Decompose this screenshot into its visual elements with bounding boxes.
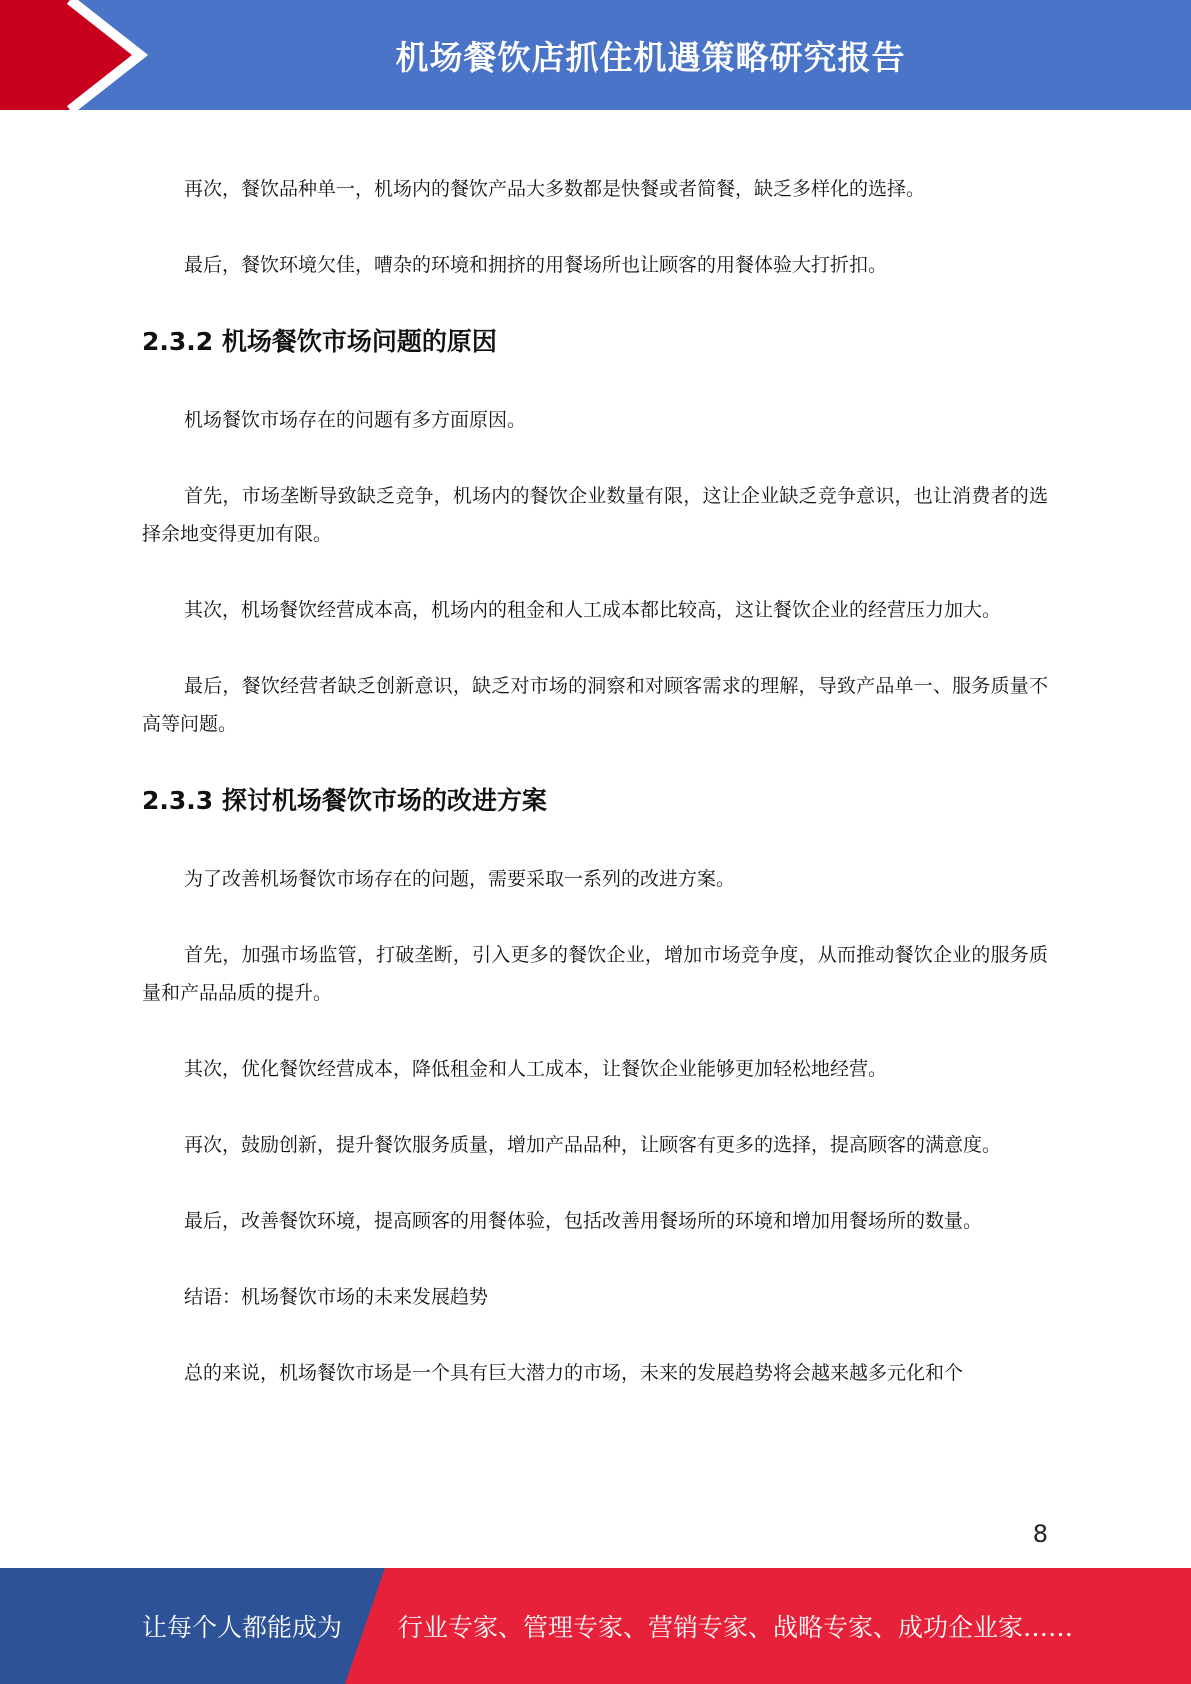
paragraph: 其次，机场餐饮经营成本高，机场内的租金和人工成本都比较高，这让餐饮企业的经营压力加大。 (184, 599, 1002, 621)
conclusion-label: 结语：机场餐饮市场的未来发展趋势 (184, 1286, 489, 1308)
section-heading-2-3-3: 2.3.3 探讨机场餐饮市场的改进方案 (142, 786, 547, 815)
chevron-arrow-icon (0, 0, 160, 110)
paragraph: 机场餐饮市场存在的问题有多方面原因。 (184, 409, 527, 431)
paragraph: 最后，改善餐饮环境，提高顾客的用餐体验，包括改善用餐场所的环境和增加用餐场所的数量。 (184, 1210, 983, 1232)
footer-slogan-left: 让每个人都能成为 (142, 1613, 343, 1642)
paragraph: 为了改善机场餐饮市场存在的问题，需要采取一系列的改进方案。 (184, 868, 736, 890)
footer-slogan-right: 行业专家、管理专家、营销专家、战略专家、成功企业家…… (398, 1613, 1074, 1642)
paragraph: 再次，鼓励创新，提升餐饮服务质量，增加产品品种，让顾客有更多的选择，提高顾客的满意度。 (184, 1134, 1002, 1156)
paragraph: 再次，餐饮品种单一，机场内的餐饮产品大多数都是快餐或者简餐，缺乏多样化的选择。 (184, 178, 926, 200)
section-heading-2-3-2: 2.3.2 机场餐饮市场问题的原因 (142, 327, 497, 356)
report-title: 机场餐饮店抓住机遇策略研究报告 (395, 37, 906, 77)
page-number: 8 (1032, 1520, 1048, 1548)
footer-band (0, 1568, 1191, 1684)
header-band (0, 0, 1191, 110)
paragraph: 其次，优化餐饮经营成本，降低租金和人工成本，让餐饮企业能够更加轻松地经营。 (184, 1058, 888, 1080)
paragraph: 最后，餐饮经营者缺乏创新意识，缺乏对市场的洞察和对顾客需求的理解，导致产品单一、服务质量不高等问题。 (142, 675, 1048, 735)
paragraph: 最后，餐饮环境欠佳，嘈杂的环境和拥挤的用餐场所也让顾客的用餐体验大打折扣。 (184, 254, 888, 276)
page-content (142, 170, 1048, 1430)
paragraph: 首先，市场垄断导致缺乏竞争，机场内的餐饮企业数量有限，这让企业缺乏竞争意识，也让消费者的选择余地变得更加有限。 (142, 485, 1048, 545)
paragraph: 总的来说，机场餐饮市场是一个具有巨大潜力的市场，未来的发展趋势将会越来越多元化和个 (184, 1362, 964, 1384)
paragraph: 首先，加强市场监管，打破垄断，引入更多的餐饮企业，增加市场竞争度，从而推动餐饮企业的服务质量和产品品质的提升。 (142, 944, 1048, 1004)
